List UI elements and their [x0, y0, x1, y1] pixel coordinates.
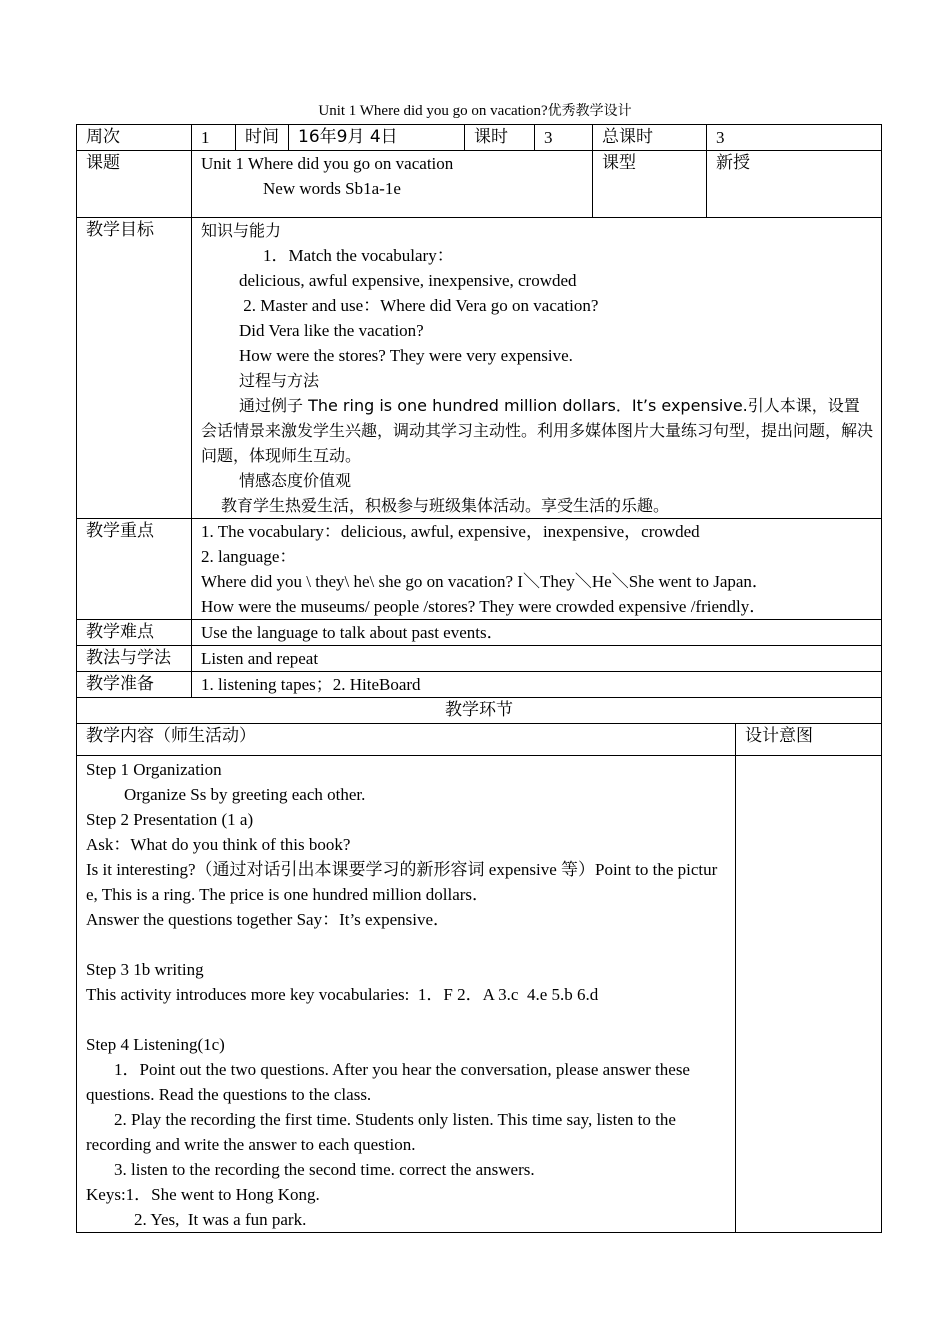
key-points-content: [192, 519, 882, 620]
topic-line-1: Unit 1 Where did you go on vacation: [201, 154, 454, 173]
preparation-row: [77, 672, 882, 698]
section-heading: 教学环节: [77, 698, 882, 724]
difficult-label: 教学难点: [77, 620, 192, 646]
difficult-value: Use the language to talk about past events．: [192, 620, 882, 646]
preparation-label: 教学准备: [77, 672, 192, 698]
step-4-para-2: 2. Play the recording the first time. Students only listen. This time say, listen to the recording and write the answer to each question.: [86, 1110, 676, 1154]
goals-row: [77, 218, 882, 519]
topic-label: 课题: [77, 151, 192, 218]
goal-item-1-words: delicious, awful expensive, inexpensive, crowded: [239, 271, 577, 290]
section-heading-row: [77, 698, 882, 724]
goals-label: 教学目标: [77, 218, 192, 519]
step-2-title: Step 2 Presentation (1 a): [86, 810, 254, 829]
step-3-body: This activity introduces more key vocabularies: 1．F 2．A 3.c 4.e 5.b 6.d: [86, 985, 599, 1004]
key-point-line-4: How were the museums/ people /stores? They were crowded expensive /friendly．: [201, 597, 767, 616]
preparation-value: 1. listening tapes；2. HiteBoard: [192, 672, 882, 698]
content-header-row: [77, 724, 882, 756]
blank-line-1: [86, 932, 729, 957]
key-point-line-1: 1. The vocabulary：delicious, awful, expensive，inexpensive，crowded: [201, 522, 700, 541]
total-value: 3: [707, 125, 882, 151]
step-4-para-1: 1．Point out the two questions. After you hear the conversation, please answer these questions. Read the questions to the class.: [86, 1060, 690, 1104]
key-points-row: [77, 519, 882, 620]
goal-item-2: 2. Master and use：Where did Vera go on vacation?: [239, 296, 599, 315]
header-row: [77, 125, 882, 151]
step-1-title: Step 1 Organization: [86, 760, 222, 779]
key-point-line-2: 2. language：: [201, 547, 297, 566]
document-title: [0, 100, 950, 122]
period-label: 课时: [465, 125, 535, 151]
lesson-plan-table: [76, 124, 882, 1233]
step-2-ask: Ask：What do you think of this book?: [86, 835, 351, 854]
process-heading: 过程与方法: [239, 371, 320, 390]
time-value: 16年9月 4日: [289, 125, 465, 151]
document-title-en: Unit 1 Where did you go on vacation?: [318, 103, 548, 119]
key-point-line-3: Where did you \ they\ he\ she go on vacation? I＼They＼He＼She went to Japan．: [201, 572, 769, 591]
steps-row: [77, 756, 882, 1233]
week-label: 周次: [77, 125, 192, 151]
keys-line-2: 2. Yes, It was a fun park.: [134, 1210, 307, 1229]
total-label: 总课时: [593, 125, 707, 151]
time-label: 时间: [236, 125, 289, 151]
topic-value: [192, 151, 593, 218]
goal-item-2-q1: Did Vera like the vacation?: [239, 321, 424, 340]
difficult-row: [77, 620, 882, 646]
week-value: 1: [192, 125, 236, 151]
step-4-title: Step 4 Listening(1c): [86, 1035, 225, 1054]
goal-item-2-q2: How were the stores? They were very expensive.: [239, 346, 573, 365]
topic-row: [77, 151, 882, 218]
process-text: 通过例子 The ring is one hundred million dollars．It’s expensive.引人本课，设置会话情景来激发学生兴趣，调动其学习主动性。利用多媒体图片大量练习句型，提出问题，解决问题，体现师生互动。: [201, 396, 874, 465]
step-3-title: Step 3 1b writing: [86, 960, 204, 979]
step-1-body: Organize Ss by greeting each other.: [124, 785, 366, 804]
keys-line-1: Keys:1．She went to Hong Kong.: [86, 1185, 320, 1204]
goals-content: [192, 218, 882, 519]
methods-label: 教法与学法: [77, 646, 192, 672]
emotion-heading: 情感态度价值观: [239, 471, 352, 490]
topic-line-2: New words Sb1a-1e: [263, 179, 401, 198]
steps-content: [77, 756, 736, 1233]
document-title-cn: 优秀教学设计: [547, 103, 632, 119]
key-points-label: 教学重点: [77, 519, 192, 620]
blank-line-2: [86, 1007, 729, 1032]
step-2-text: Is it interesting?（通过对话引出本课要学习的新形容词 expensive 等）Point to the picture, This is a ring. The price is one hundred million dollars．: [86, 860, 718, 904]
content-header-right: 设计意图: [736, 724, 882, 756]
step-2-answer: Answer the questions together Say：It’s expensive．: [86, 910, 451, 929]
methods-row: [77, 646, 882, 672]
type-label: 课型: [593, 151, 707, 218]
step-4-para-3: 3. listen to the recording the second time. correct the answers.: [114, 1160, 535, 1179]
methods-value: Listen and repeat: [192, 646, 882, 672]
content-header-left: 教学内容（师生活动）: [77, 724, 736, 756]
knowledge-heading: 知识与能力: [201, 221, 282, 240]
goal-item-1: 1．Match the vocabulary：: [263, 246, 454, 265]
type-value: 新授: [707, 151, 882, 218]
period-value: 3: [535, 125, 593, 151]
emotion-text: 教育学生热爱生活，积极参与班级集体活动。享受生活的乐趣。: [221, 496, 670, 515]
design-intent-cell: [736, 756, 882, 1233]
